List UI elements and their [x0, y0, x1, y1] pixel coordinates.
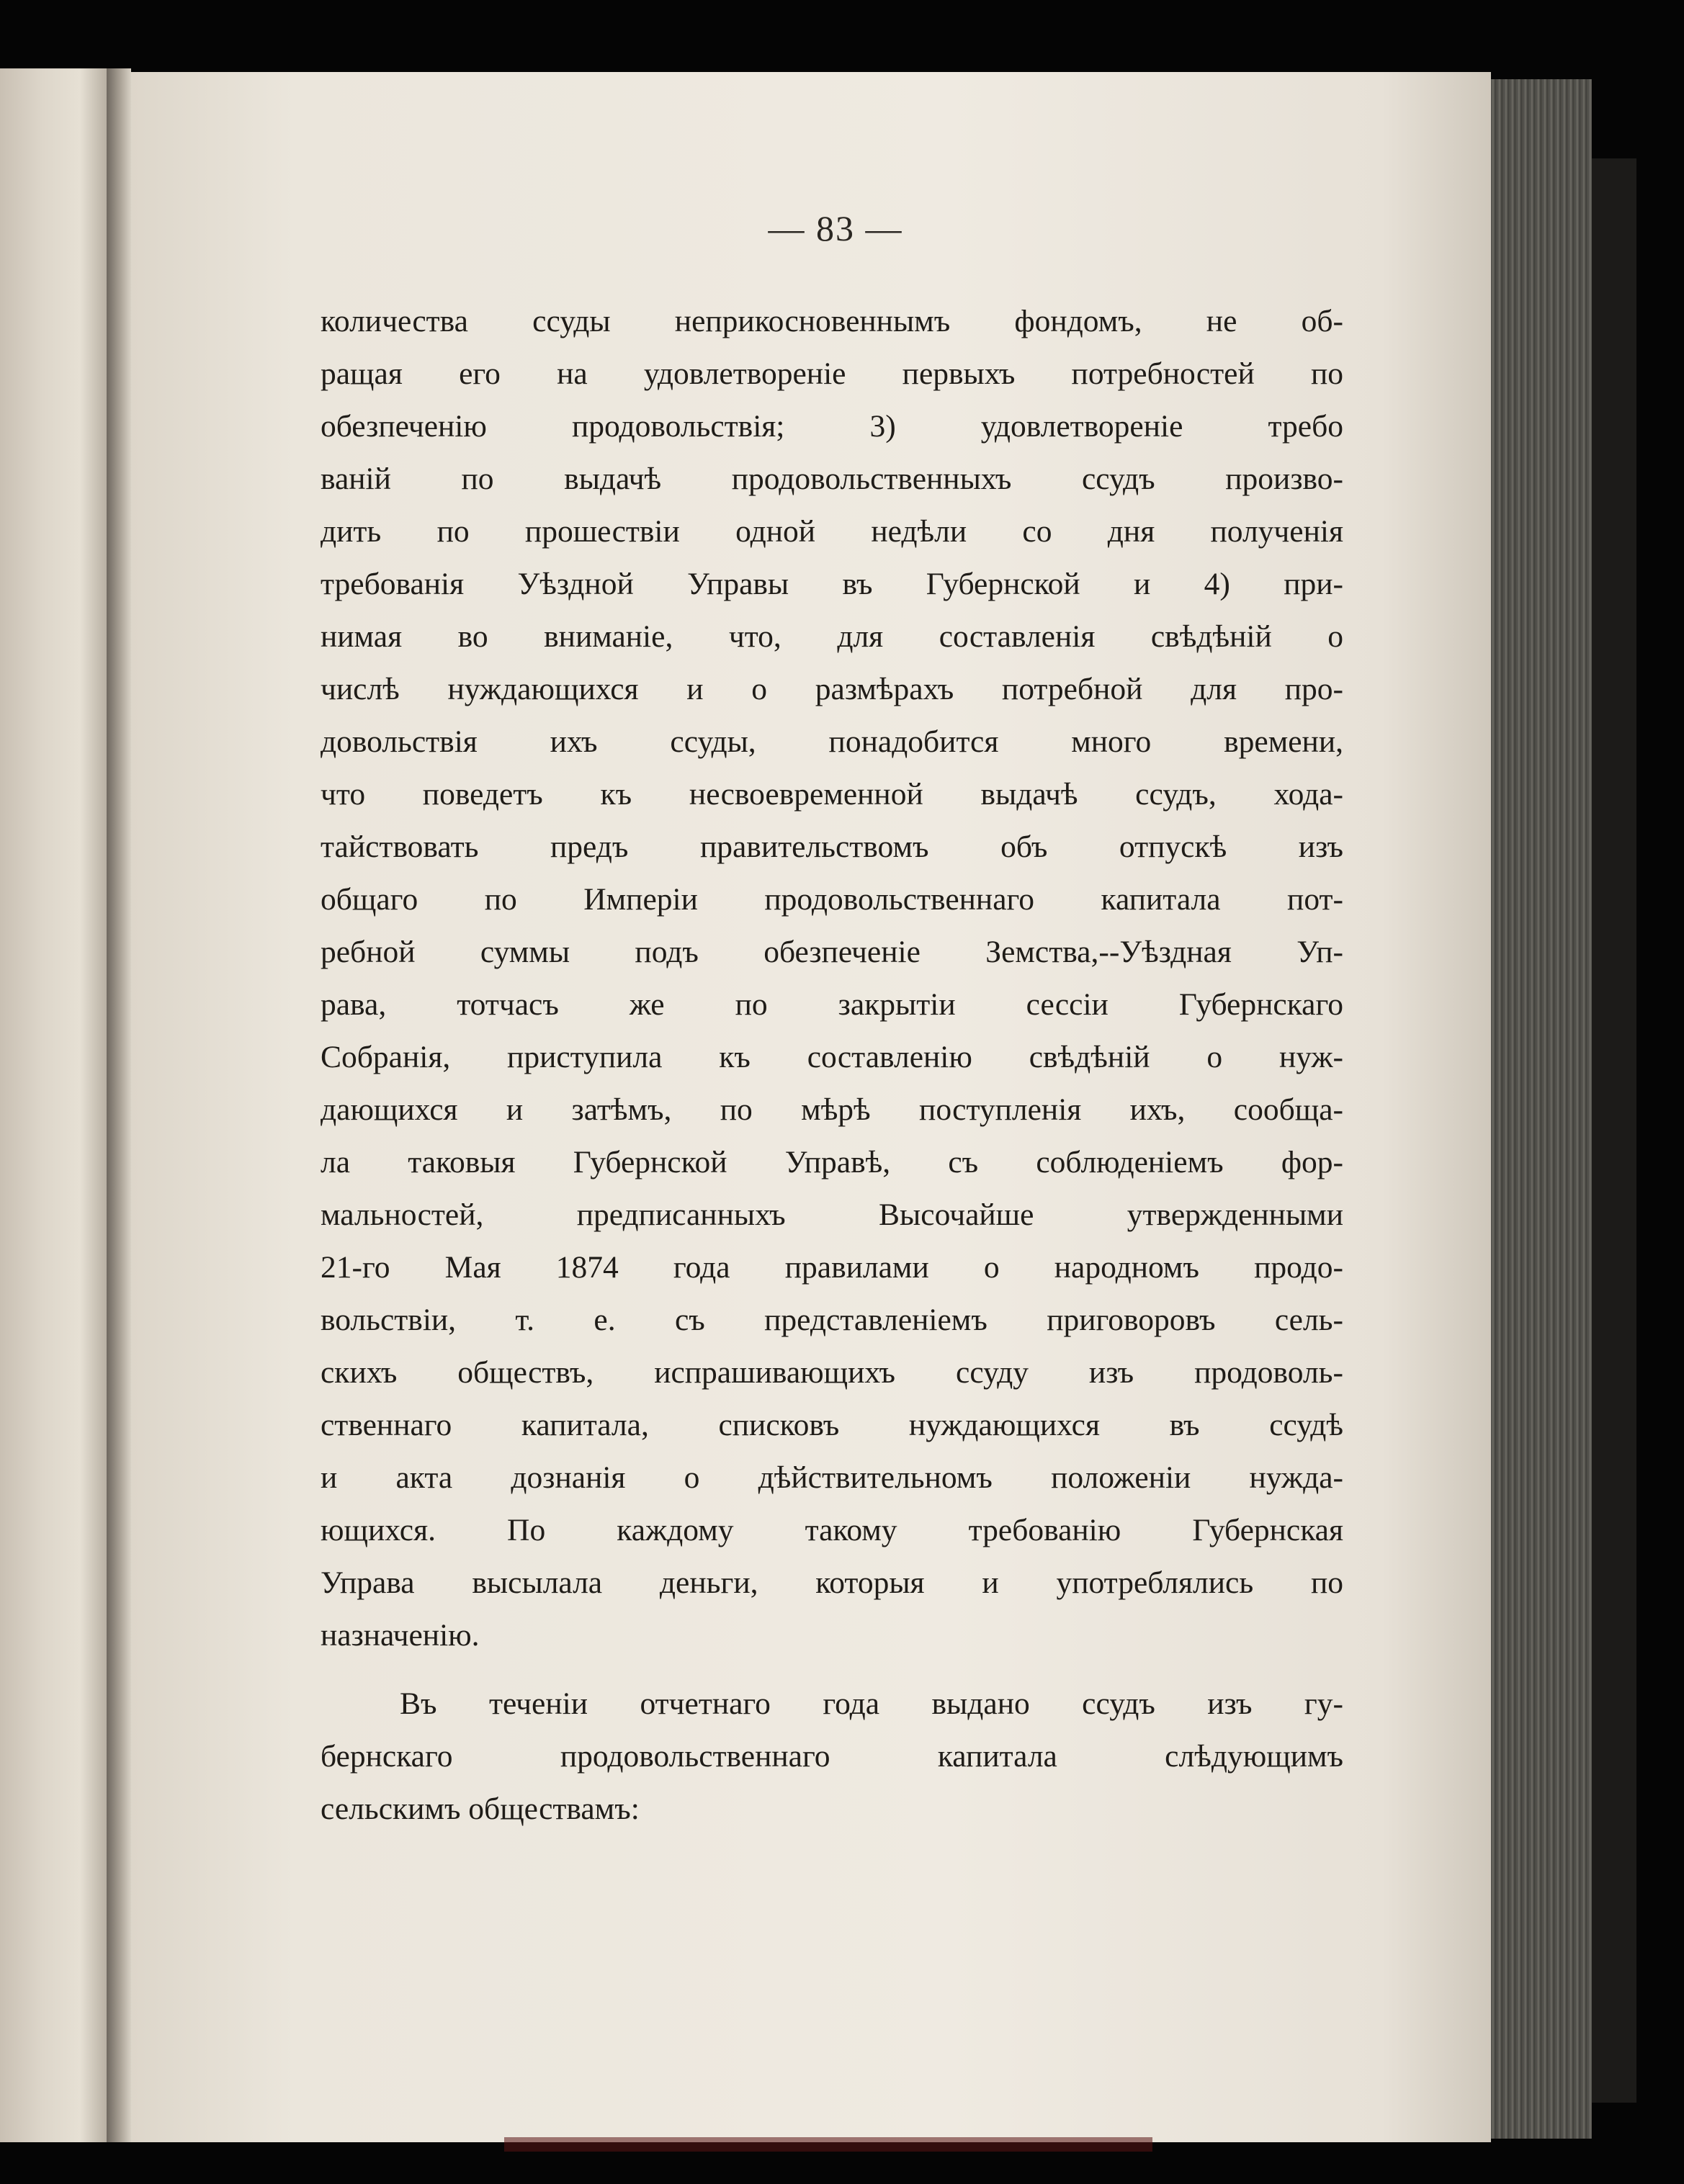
page-number: — 83 — [768, 208, 903, 248]
text-line: назначенію. [321, 1618, 480, 1653]
text-line: нимая во вниманіе, что, для составленія свѣдѣній о [321, 619, 1343, 654]
text-line: ребной суммы подъ обезпеченіе Земства,--Уѣздная Уп- [321, 935, 1343, 969]
text-line: ваній по выдачѣ продовольственныхъ ссудъ произво- [321, 462, 1343, 496]
text-line: бернскаго продовольственнаго капитала слѣдующимъ [321, 1739, 1343, 1774]
text-line: обезпеченію продовольствія; 3) удовлетвореніе требо [321, 409, 1343, 444]
page-block-edge [1491, 79, 1592, 2139]
text-line: общаго по Имперіи продовольственнаго капитала пот- [321, 882, 1343, 917]
text-line: ла таковыя Губернской Управѣ, съ соблюденіемъ фор- [321, 1145, 1343, 1179]
text-line: количества ссуды неприкосновеннымъ фондомъ, не об- [321, 304, 1343, 338]
body-text [321, 295, 1343, 1835]
text-line: скихъ обществъ, испрашивающихъ ссуду изъ продоволь- [321, 1355, 1343, 1390]
left-page-edge [0, 68, 107, 2142]
text-line: дить по прошествіи одной недѣли со дня полученія [321, 514, 1343, 549]
text-line: требованія Уѣздной Управы въ Губернской и 4) при- [321, 567, 1343, 601]
book-cover [1592, 158, 1636, 2103]
text-line: что поведетъ къ несвоевременной выдачѣ ссудъ, хода- [321, 777, 1343, 812]
text-line: рава, тотчасъ же по закрытіи сессіи Губернскаго [321, 987, 1343, 1022]
text-line: и акта дознанія о дѣйствительномъ положеніи нужда- [321, 1460, 1343, 1495]
text-line: тайствовать предъ правительствомъ объ отпускѣ изъ [321, 830, 1343, 864]
text-line: ственнаго капитала, списковъ нуждающихся въ ссудѣ [321, 1408, 1343, 1442]
binding-strip [504, 2137, 1152, 2152]
text-line: 21-го Мая 1874 года правилами о народномъ продо- [321, 1250, 1343, 1285]
text-line: Собранія, приступила къ составленію свѣдѣній о нуж- [321, 1040, 1343, 1074]
text-line: довольствія ихъ ссуды, понадобится много времени, [321, 724, 1343, 759]
text-line: сельскимъ обществамъ: [321, 1792, 640, 1826]
text-line: Въ теченіи отчетнаго года выдано ссудъ изъ гу- [400, 1686, 1343, 1721]
text-line: Управа высылала деньги, которыя и употреблялись по [321, 1565, 1343, 1600]
paragraph-gap [321, 1662, 1343, 1678]
text-line: вольствіи, т. е. съ представленіемъ приговоровъ сель- [321, 1303, 1343, 1337]
text-line: мальностей, предписанныхъ Высочайше утвержденными [321, 1197, 1343, 1232]
text-line: дающихся и затѣмъ, по мѣрѣ поступленія ихъ, сообща- [321, 1092, 1343, 1127]
book-gutter [107, 68, 131, 2142]
text-line: ращая его на удовлетвореніе первыхъ потребностей по [321, 356, 1343, 391]
text-line: числѣ нуждающихся и о размѣрахъ потребной для про- [321, 672, 1343, 706]
text-line: ющихся. По каждому такому требованію Губернская [321, 1513, 1343, 1547]
